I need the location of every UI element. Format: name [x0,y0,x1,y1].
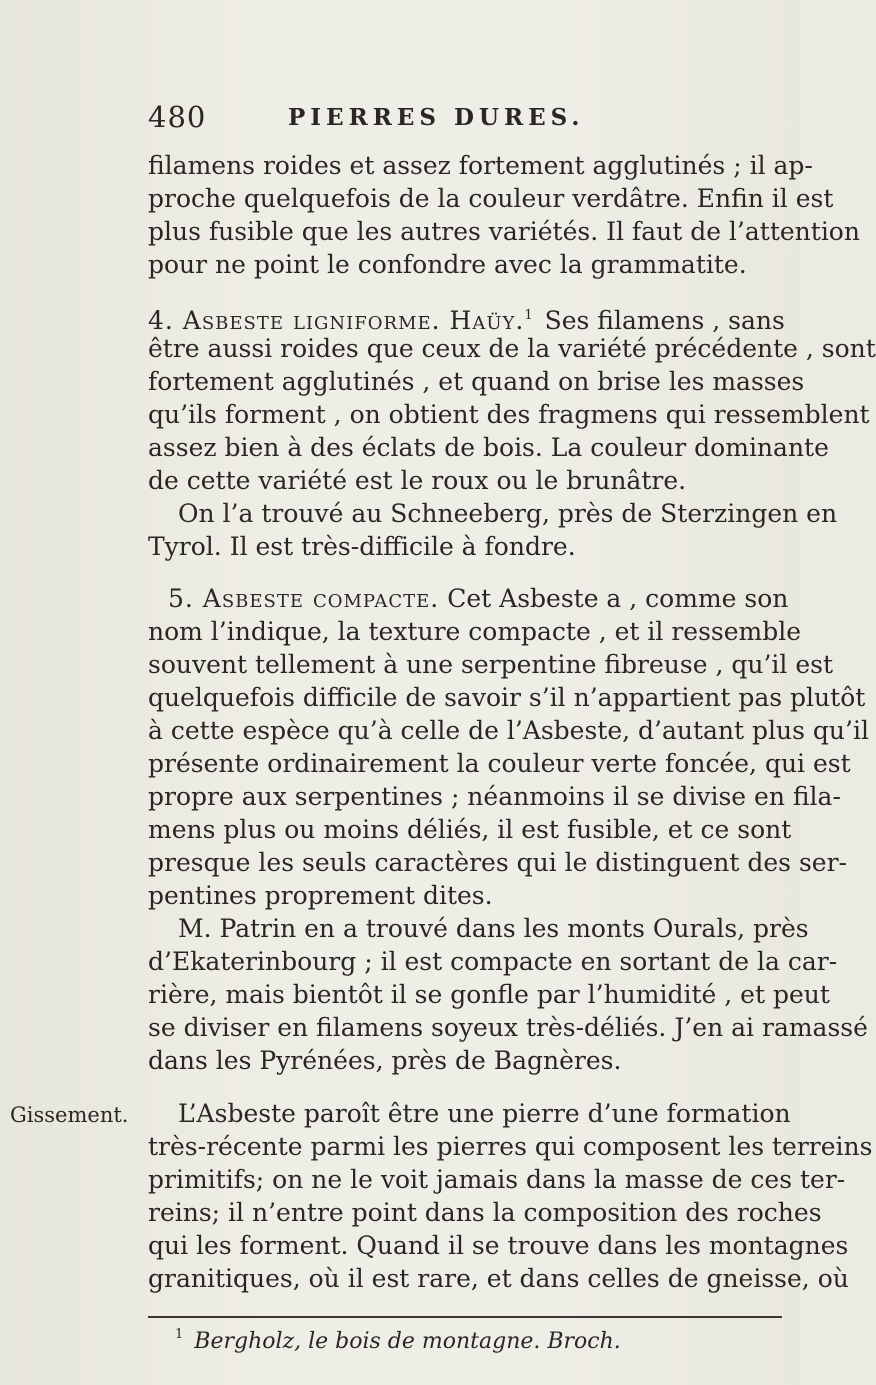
text-line: propre aux serpentines ; néanmoins il se divise en fila- [148,782,841,811]
section-first-line [148,300,785,337]
text-line: qu’ils forment , on obtient des fragmens qui ressemblent [148,400,870,429]
text-line: pour ne point le confondre avec la grammatite. [148,250,747,279]
text-line: d’Ekaterinbourg ; il est compacte en sortant de la car- [148,947,838,976]
text-line: filamens roides et assez fortement agglutinés ; il ap- [148,151,813,180]
text-line: présente ordinairement la couleur verte foncée, qui est [148,749,851,778]
footnote-marker: 1 [175,1327,184,1342]
text-line: à cette espèce qu’à celle de l’Asbeste, d’autant plus qu’il [148,716,869,745]
text-line: L’Asbeste paroît être une pierre d’une formation [178,1099,791,1128]
footnote-ref: 1 [524,308,533,323]
text-line: se diviser en filamens soyeux très-déliés. J’en ai ramassé [148,1013,868,1042]
text-line: de cette variété est le roux ou le brunâtre. [148,466,687,495]
footnote-divider [148,1316,782,1318]
text-line: granitiques, où il est rare, et dans celles de gneisse, où [148,1264,849,1293]
text-line: qui les forment. Quand il se trouve dans les montagnes [148,1231,849,1260]
running-title: PIERRES DURES. [288,104,585,131]
section-first-line-text: Cet Asbeste a , comme son [447,584,789,613]
section-heading: 4. Asbeste ligniforme. Haüy. [148,306,525,335]
text-line: fortement agglutinés , et quand on brise les masses [148,367,805,396]
text-line: souvent tellement à une serpentine fibreuse , qu’il est [148,650,834,679]
section-first-line [168,583,788,615]
text-line: reins; il n’entre point dans la composition des roches [148,1198,822,1227]
text-line: pentines proprement dites. [148,881,493,910]
text-line: proche quelquefois de la couleur verdâtre. Enfin il est [148,184,834,213]
text-line: Tyrol. Il est très-difficile à fondre. [148,532,576,561]
footnote [175,1327,621,1354]
footnote-text: Bergholz, le bois de montagne. Broch. [194,1329,621,1354]
margin-note: Gissement. [10,1103,129,1127]
text-line: nom l’indique, la texture compacte , et il ressemble [148,617,802,646]
section-heading: 5. Asbeste compacte. [168,584,440,613]
text-line: mens plus ou moins déliés, il est fusible, et ce sont [148,815,792,844]
page-number: 480 [148,100,207,134]
text-line: M. Patrin en a trouvé dans les monts Ourals, près [178,914,809,943]
text-line: dans les Pyrénées, près de Bagnères. [148,1046,622,1075]
text-line: presque les seuls caractères qui le distinguent des ser- [148,848,847,877]
text-line: On l’a trouvé au Schneeberg, près de Sterzingen en [178,499,838,528]
text-line: assez bien à des éclats de bois. La couleur dominante [148,433,829,462]
text-line: quelquefois difficile de savoir s’il n’appartient pas plutôt [148,683,866,712]
text-line: primitifs; on ne le voit jamais dans la masse de ces ter- [148,1165,846,1194]
page-header [148,100,788,140]
text-line: rière, mais bientôt il se gonfle par l’humidité , et peut [148,980,830,1009]
text-line: être aussi roides que ceux de la variété précédente , sont [148,334,876,363]
section-first-line-text: Ses filamens , sans [544,306,785,335]
text-line: plus fusible que les autres variétés. Il faut de l’attention [148,217,860,246]
text-line: très-récente parmi les pierres qui composent les terreins [148,1132,873,1161]
